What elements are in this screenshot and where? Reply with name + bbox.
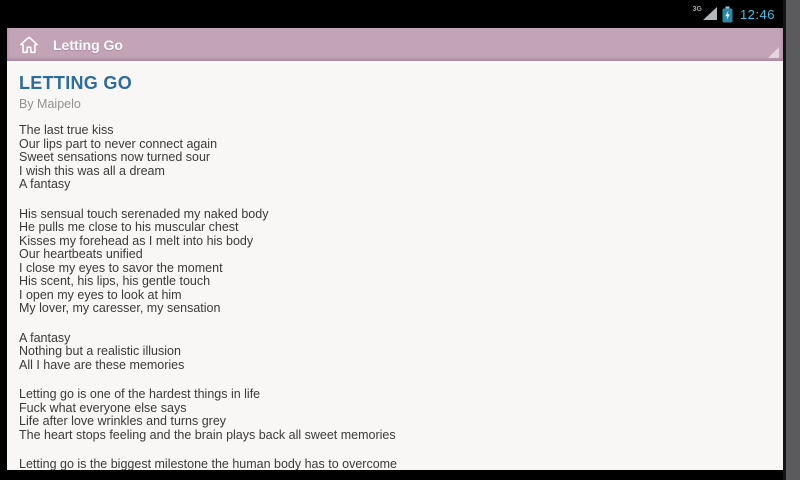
network-type-label: 3G — [692, 6, 702, 13]
poem-line: Sweet sensations now turned sour — [19, 150, 211, 164]
poem-line: I open my eyes to look at him — [19, 287, 182, 302]
poem-line: Letting go is the biggest milestone the human body has to overcome — [19, 457, 398, 470]
poem-line: I close my eyes to savor the moment — [19, 260, 223, 275]
poem-line: His scent, his lips, his gentle touch — [19, 274, 211, 288]
poem-line: Our lips part to never connect again — [19, 136, 218, 151]
cellular-signal-icon — [693, 6, 717, 22]
poem-line: All I have are these memories — [19, 357, 185, 372]
device-bezel-right — [783, 0, 800, 480]
poem-line: His sensual touch serenaded my naked body — [19, 206, 269, 221]
poem-line: Our heartbeats unified — [19, 247, 143, 261]
home-icon — [18, 34, 40, 56]
poem-stanza — [19, 208, 769, 316]
poem-line: Kisses my forehead as I melt into his body — [19, 233, 254, 248]
poem-body — [19, 124, 769, 470]
poem-line: A fantasy — [19, 330, 71, 345]
poem-line: He pulls me close to his muscular chest — [19, 220, 239, 234]
poem-line: The heart stops feeling and the brain plays back all sweet memories — [19, 427, 396, 442]
battery-charging-icon — [722, 6, 733, 23]
poem-line: Letting go is one of the hardest things in life — [19, 387, 261, 401]
device-screen — [7, 0, 783, 480]
home-button[interactable] — [15, 31, 43, 59]
poem-line: The last true kiss — [19, 123, 114, 137]
action-bar — [7, 28, 783, 61]
poem-line: Fuck what everyone else says — [19, 400, 187, 415]
status-bar — [7, 0, 783, 28]
action-bar-title: Letting Go — [53, 36, 123, 53]
poem-stanza — [19, 458, 769, 470]
poem-line: Life after love wrinkles and turns grey — [19, 414, 227, 428]
status-clock: 12:46 — [739, 6, 775, 22]
resize-grip-icon — [768, 47, 779, 58]
poem-scroll-area[interactable] — [7, 61, 783, 470]
poem-title: LETTING GO — [19, 73, 132, 93]
poem-stanza — [19, 388, 769, 442]
poem-stanza — [19, 332, 769, 373]
poem-line: Nothing but a realistic illusion — [19, 344, 181, 358]
poem-line: I wish this was all a dream — [19, 163, 165, 178]
poem-author: By Maipelo — [19, 97, 81, 111]
poem-line: My lover, my caresser, my sensation — [19, 301, 221, 315]
poem-line: A fantasy — [19, 177, 71, 191]
poem-stanza — [19, 124, 769, 192]
